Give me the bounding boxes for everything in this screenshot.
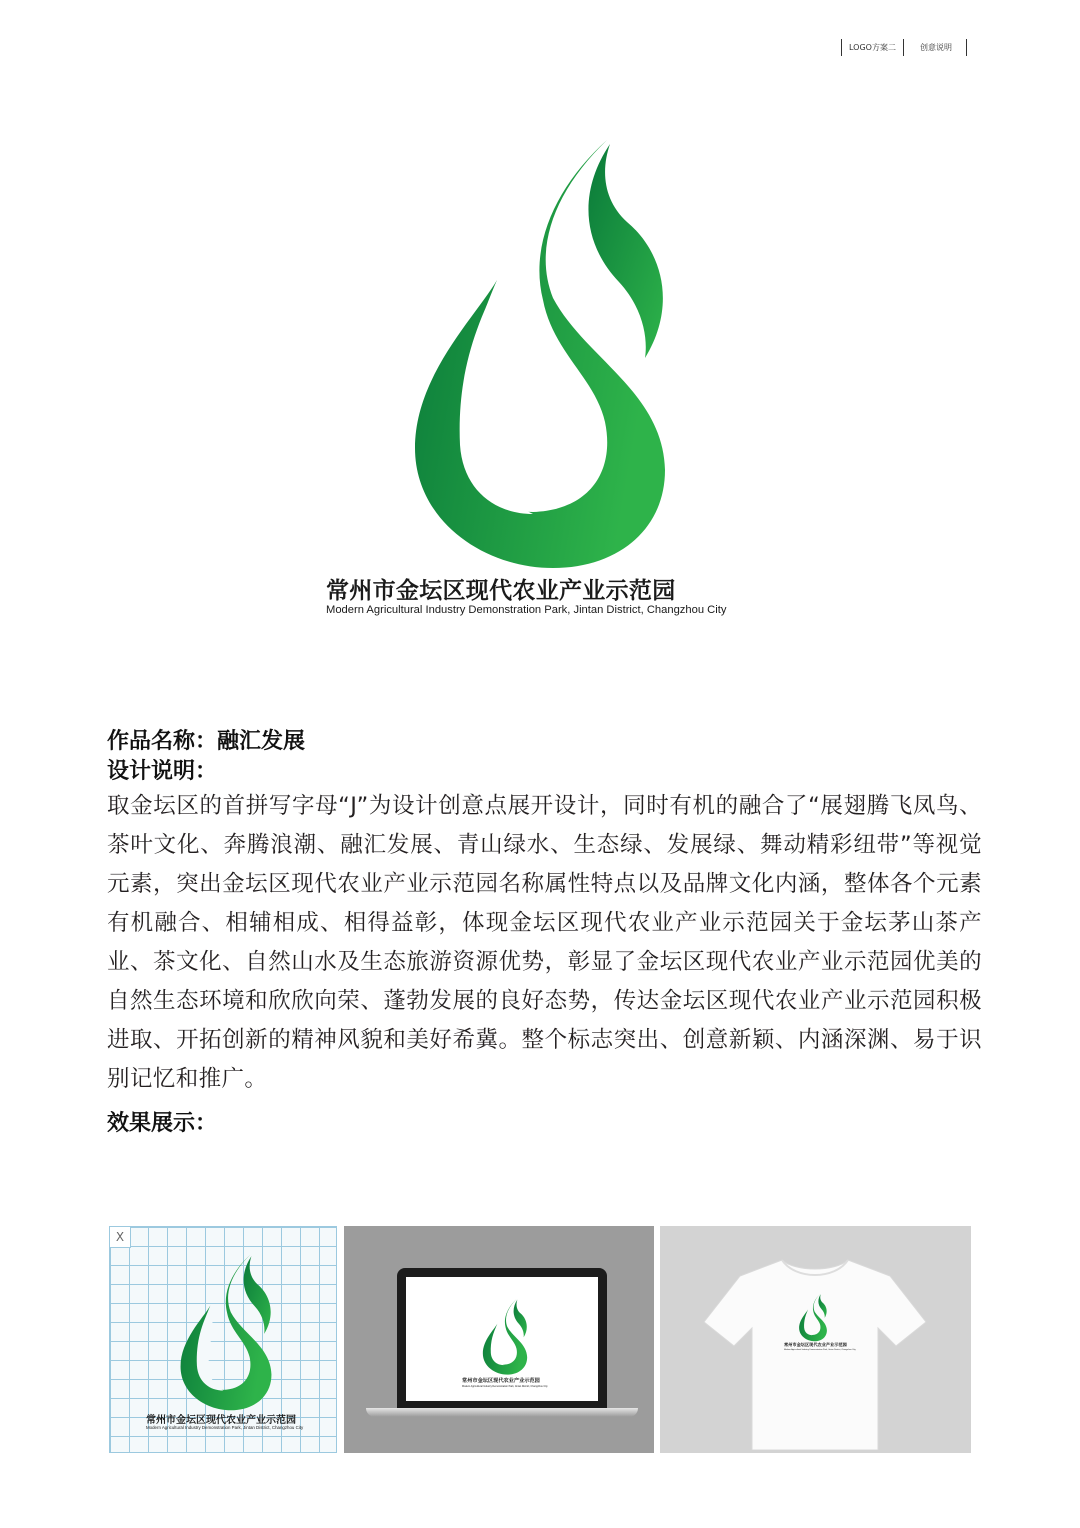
effect-label: 效果展示： [107, 1111, 218, 1136]
grid-logo-name-en: Modern Agricultural Industry Demonstration Park, Jintan District, Changzhou City [146, 1425, 304, 1430]
grid-logo-name-cn: 常州市金坛区现代农业产业示范园 [146, 1415, 296, 1426]
page-header [841, 38, 967, 56]
design-description: 取金坛区的首拼写字母“J”为设计创意点展开设计，同时有机的融合了“展翅腾飞凤鸟、茶叶文化、奔腾浪潮、融汇发展、青山绿水、生态绿、发展绿、舞动精彩纽带”等视觉元素，突出金坛区现代农业产业示范园名称属性特点以及品牌文化内涵，整体各个元素有机融合、相辅相成、相得益彰，体现金坛区现代农业产业示范园关于金坛茅山茶产业、茶文化、自然山水及生态旅游资源优势，彰显了金坛区现代农业产业示范园优美的自然生态环境和欣欣向荣、蓬勃发展的良好态势，传达金坛区现代农业产业示范园积极进取、开拓创新的精神风貌和美好希冀。整个标志突出、创意新颖、内涵深渊、易于识别记忆和推广。 [107, 793, 982, 1092]
logo-leaf-shape [588, 144, 662, 358]
tshirt-logo-name-cn: 常州市金坛区现代农业产业示范园 [784, 1342, 847, 1347]
tshirt-logo-mark [798, 1292, 828, 1342]
header-divider [966, 39, 967, 56]
tshirt-logo-name-en: Modern Agricultural Industry Demonstration Park, Jintan District, Changzhou City [784, 1349, 856, 1351]
design-desc-label: 设计说明： [107, 759, 218, 784]
logo-drop-shape [415, 140, 665, 568]
header-section-label: 创意说明 [919, 42, 952, 52]
laptop-logo-name-en: Modern Agricultural Industry Demonstration Park, Jintan District, Changzhou City [462, 1385, 548, 1388]
close-icon: X [110, 1227, 131, 1248]
work-info [107, 727, 982, 1139]
header-plan-label: LOGO方案二 [849, 42, 896, 52]
work-title-row [107, 727, 982, 757]
showcase-tshirt-panel [660, 1226, 971, 1453]
work-title: 融汇发展 [217, 729, 306, 754]
laptop-logo-name-cn: 常州市金坛区现代农业产业示范园 [462, 1378, 540, 1384]
showcase-laptop-panel [344, 1226, 654, 1453]
laptop-screen [406, 1277, 598, 1401]
logo-name-en: Modern Agricultural Industry Demonstration Park, Jintan District, Changzhou City [326, 604, 727, 616]
laptop-base [366, 1408, 638, 1417]
laptop-screen-bezel [397, 1268, 607, 1408]
park-logo-mark [405, 130, 675, 570]
laptop-logo-mark [481, 1297, 529, 1375]
logo-inner-cut [460, 280, 533, 514]
grid-logo-mark [176, 1251, 276, 1411]
work-title-label: 作品名称： [107, 729, 218, 754]
showcase-grid-panel [109, 1226, 337, 1453]
logo-name-cn: 常州市金坛区现代农业产业示范园 [326, 578, 676, 604]
